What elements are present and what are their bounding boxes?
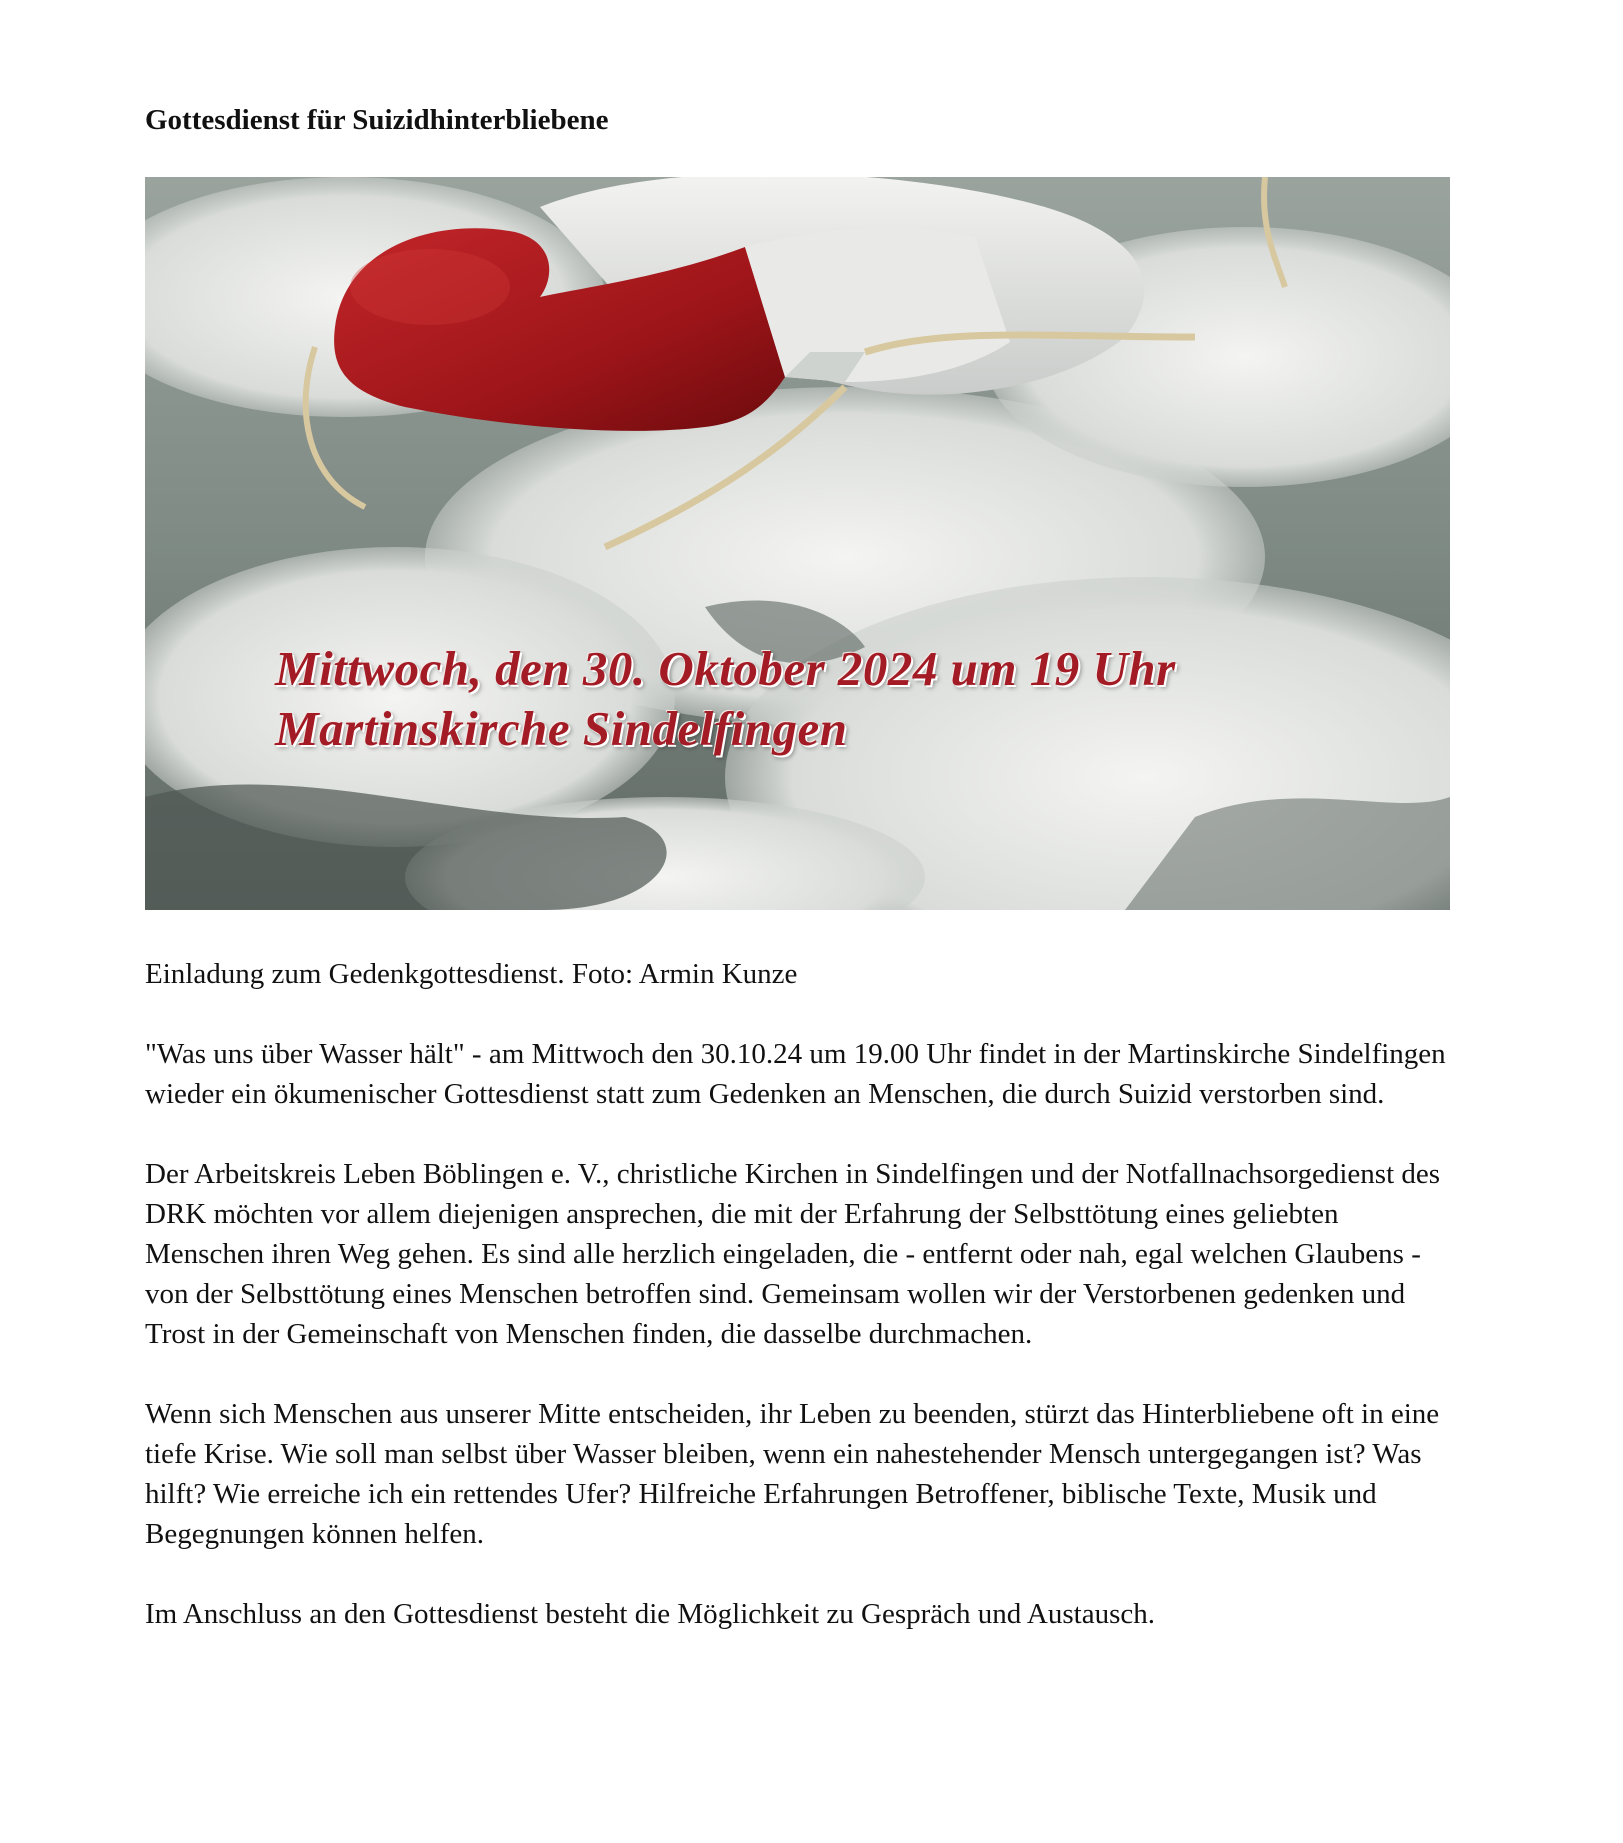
lifebuoy-photo-graphic xyxy=(145,177,1450,910)
overlay-location-line: Martinskirche Sindelfingen xyxy=(275,701,848,756)
paragraph: Im Anschluss an den Gottesdienst besteht die Möglichkeit zu Gespräch und Austausch. xyxy=(145,1598,1155,1630)
article-title: Gottesdienst für Suizidhinterbliebene xyxy=(145,104,609,136)
photo-overlay-text xyxy=(275,639,1176,759)
paragraph: Wenn sich Menschen aus unserer Mitte entscheiden, ihr Leben zu beenden, stürzt das Hinterbliebene oft in eine tiefe Krise. Wie soll man selbst über Wasser bleiben, wenn ein nahestehender Mensch untergegangen ist? Was hilft? Wie erreiche ich ein rettendes Ufer? Hilfreiche Erfahrungen Betroffener, biblische Texte, Musik und Begegnungen können helfen. xyxy=(145,1398,1440,1550)
photo-caption: Einladung zum Gedenkgottesdienst. Foto: Armin Kunze xyxy=(145,958,798,990)
lifebuoy-photo xyxy=(145,177,1450,910)
overlay-date-line: Mittwoch, den 30. Oktober 2024 um 19 Uhr xyxy=(275,641,1176,696)
paragraph: "Was uns über Wasser hält" - am Mittwoch den 30.10.24 um 19.00 Uhr findet in der Martinskirche Sindelfingen wieder ein ökumenischer Gottesdienst statt zum Gedenken an Menschen, die durch Suizid verstorben sind. xyxy=(145,1038,1446,1110)
article xyxy=(145,100,1450,1663)
paragraph: Der Arbeitskreis Leben Böblingen e. V., christliche Kirchen in Sindelfingen und der Notfallnachsorgedienst des DRK möchten vor allem diejenigen ansprechen, die mit der Erfahrung der Selbsttötung eines geliebten Menschen ihren Weg gehen. Es sind alle herzlich eingeladen, die - entfernt oder nah, egal welchen Glaubens - von der Selbsttötung eines Menschen betroffen sind. Gemeinsam wollen wir der Verstorbenen gedenken und Trost in der Gemeinschaft von Menschen finden, die dasselbe durchmachen. xyxy=(145,1158,1441,1350)
